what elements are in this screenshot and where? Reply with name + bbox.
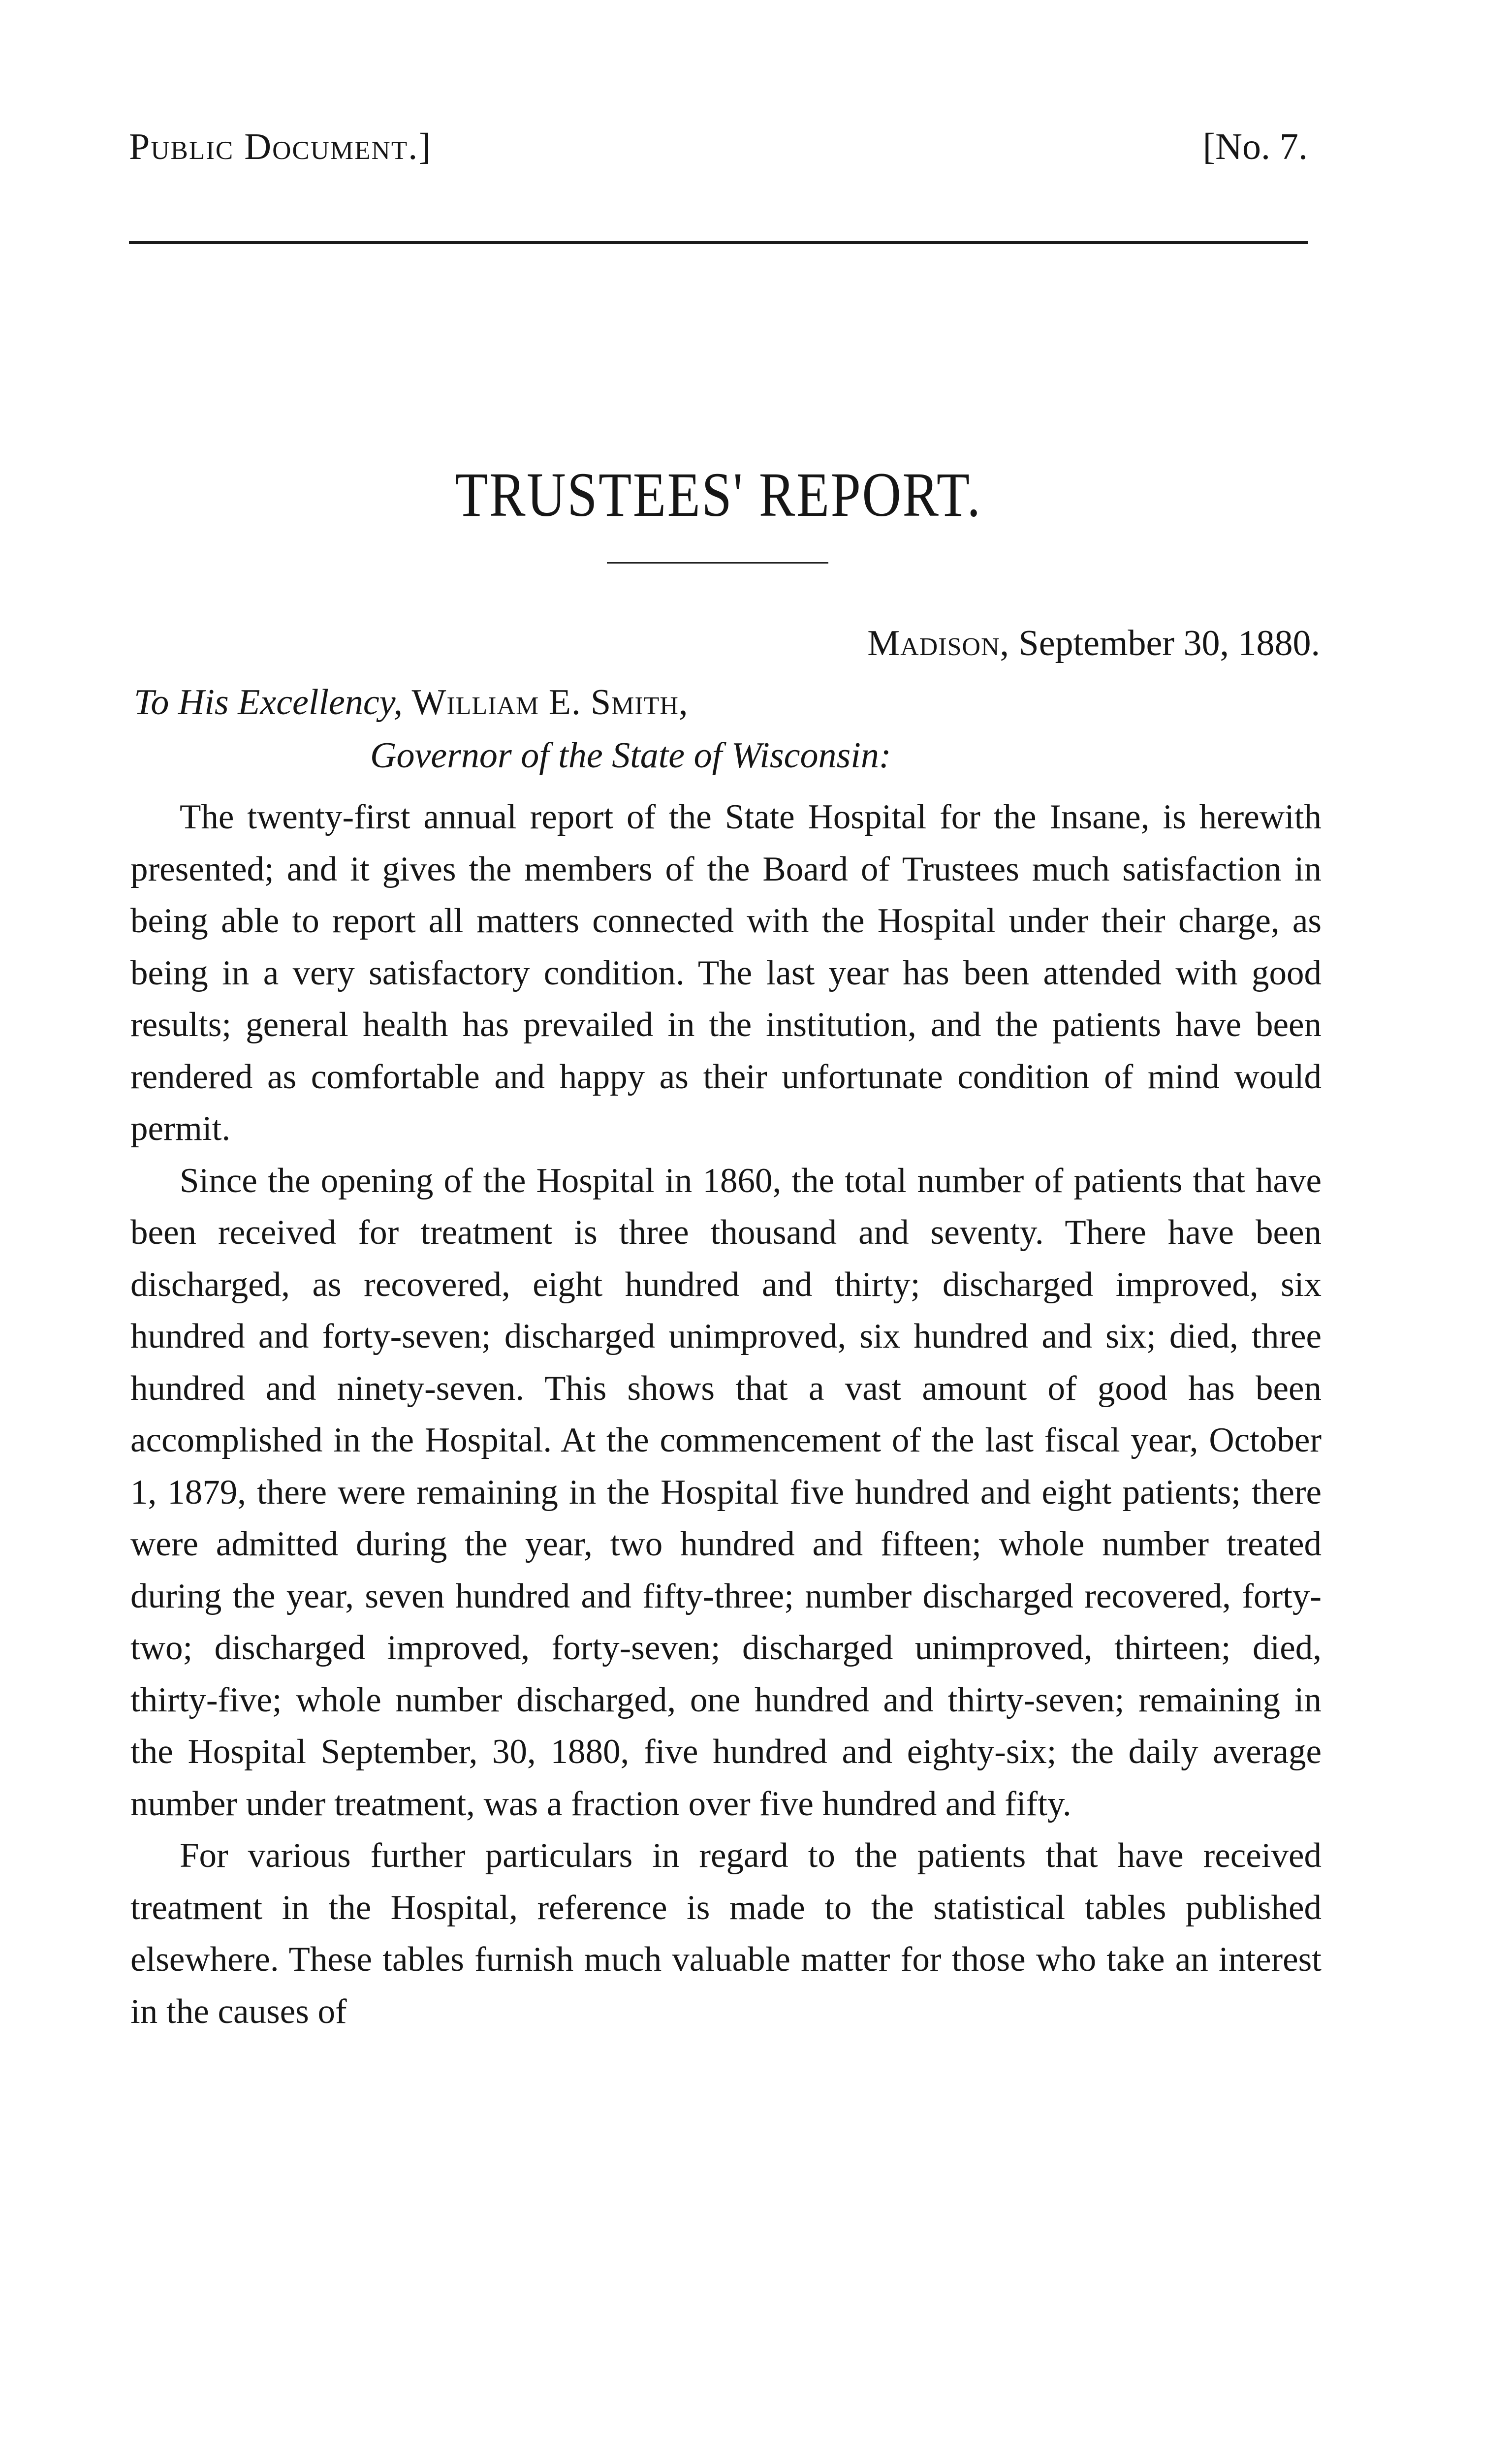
dateline [867, 623, 1320, 664]
address-to-prefix: To His Excellency, [134, 682, 403, 723]
paragraph-2: Since the opening of the Hospital in 1860, the total number of patients that have been received for treatment is three thousand and seventy. There have been discharged, as recovered, eight hundred and thirty; discharged improved, six hundred and forty-seven; discharged unimproved, six hundred and six; died, three hundred and ninety-seven. This shows that a vast amount of good has been accomplished in the Hospital. At the commencement of the last fiscal year, October 1, 1879, there were remaining in the Hospital five hundred and eight patients; there were admitted during the year, two hundred and fifteen; whole number treated during the year, seven hundred and fifty-three; number discharged recovered, forty-two; discharged improved, forty-seven; discharged unimproved, thirteen; died, thirty-five; whole number discharged, one hundred and thirty-seven; remaining in the Hospital September, 30, 1880, five hundred and eighty-six; the daily average number under treatment, was a fraction over five hundred and fifty. [130, 1161, 1322, 1823]
running-head-left: Public Document.] [129, 126, 432, 167]
title-rule [607, 562, 828, 564]
address-line-office [370, 735, 891, 777]
paragraph-3: For various further particulars in regard to the patients that have received treatment in the Hospital, reference is made to the statistical tables published elsewhere. These tables furnish much valuable matter for those who take an interest in the causes of [130, 1836, 1322, 2031]
address-line-recipient [134, 682, 689, 724]
dateline-place: Madison, [867, 623, 1010, 663]
header-rule [129, 241, 1308, 244]
report-body [130, 791, 1322, 2038]
report-title: TRUSTEES' REPORT. [455, 459, 982, 530]
document-number: [No. 7. [1202, 126, 1308, 167]
dateline-date: September 30, 1880. [1018, 623, 1320, 663]
address-recipient-name: William E. Smith, [411, 682, 689, 723]
running-head [129, 126, 1308, 180]
address-office: Governor of the State of Wisconsin: [370, 735, 891, 776]
paragraph-1: The twenty-first annual report of the State Hospital for the Insane, is herewith presented; and it gives the members of the Board of Trustees much satisfaction in being able to report all matters connected with the Hospital under their charge, as being in a very satisfactory condition. The last year has been attended with good results; general health has prevailed in the institution, and the patients have been rendered as comfortable and happy as their unfortunate condition of mind would permit. [130, 798, 1322, 1148]
